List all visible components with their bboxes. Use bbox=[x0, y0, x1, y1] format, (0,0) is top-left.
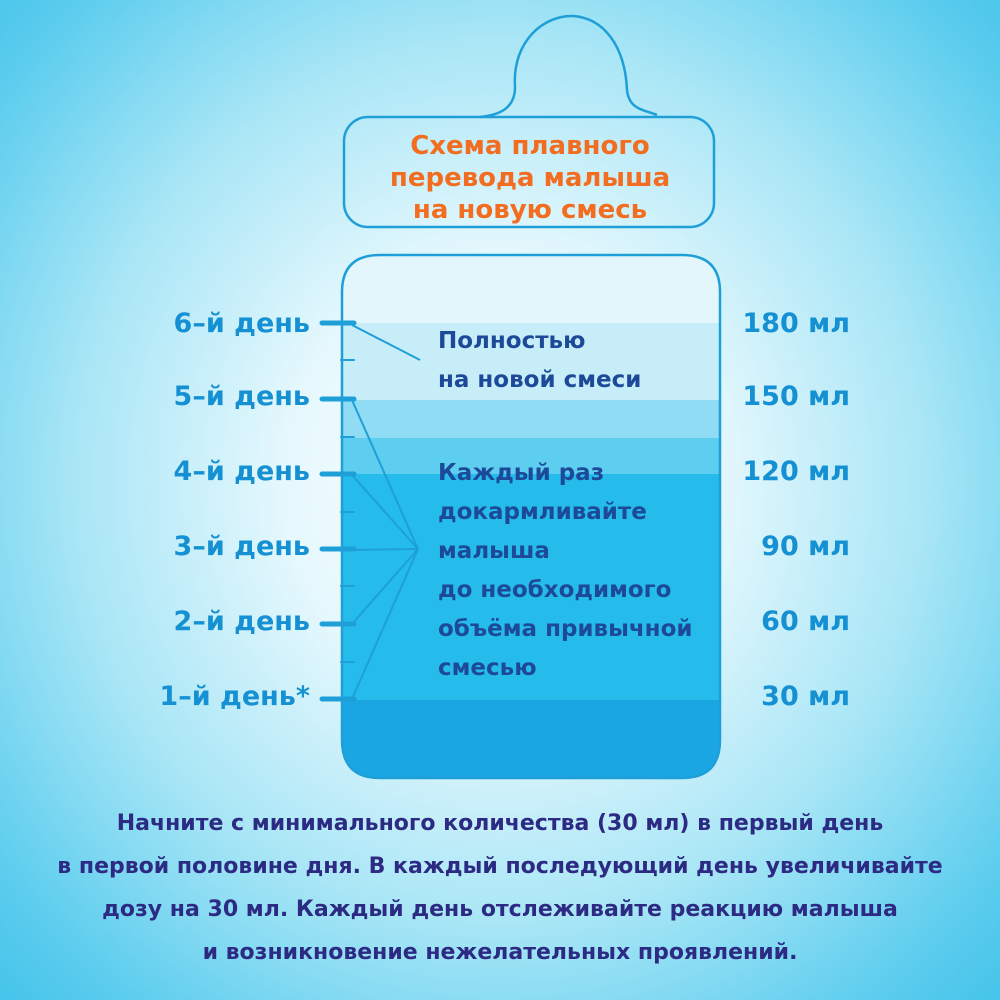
day-label-2: 2–й день bbox=[173, 606, 310, 637]
day-label-6: 6–й день bbox=[173, 308, 310, 339]
volume-label-30: 30 мл bbox=[761, 681, 850, 712]
volume-label-60: 60 мл bbox=[761, 606, 850, 637]
bottle-nipple-left bbox=[480, 87, 515, 117]
volume-label-150: 150 мл bbox=[742, 381, 850, 412]
instruction-caption: Начните с минимального количества (30 мл) в первый день в первой половине дня. В каждый последующий день увеличивайте дозу на 30 мл. Каждый день отслеживайте реакцию малыша и возникновение нежелательных проявлений. bbox=[57, 811, 943, 965]
day-label-1: 1–й день* bbox=[159, 681, 310, 712]
day-label-5: 5–й день bbox=[173, 381, 310, 412]
day-label-3: 3–й день bbox=[173, 531, 310, 562]
volume-label-90: 90 мл bbox=[761, 531, 850, 562]
bottle-nipple bbox=[515, 16, 657, 115]
diagram-title: Схема плавного перевода малыша на новую смесь bbox=[389, 131, 671, 225]
volume-label-180: 180 мл bbox=[742, 308, 850, 339]
note-fully-new: Полностью на новой смеси bbox=[438, 328, 642, 393]
volume-label-120: 120 мл bbox=[742, 456, 850, 487]
day-label-4: 4–й день bbox=[173, 456, 310, 487]
note-supplement: Каждый раз докармливайте малыша до необходимого объёма привычной смесью bbox=[438, 460, 693, 681]
